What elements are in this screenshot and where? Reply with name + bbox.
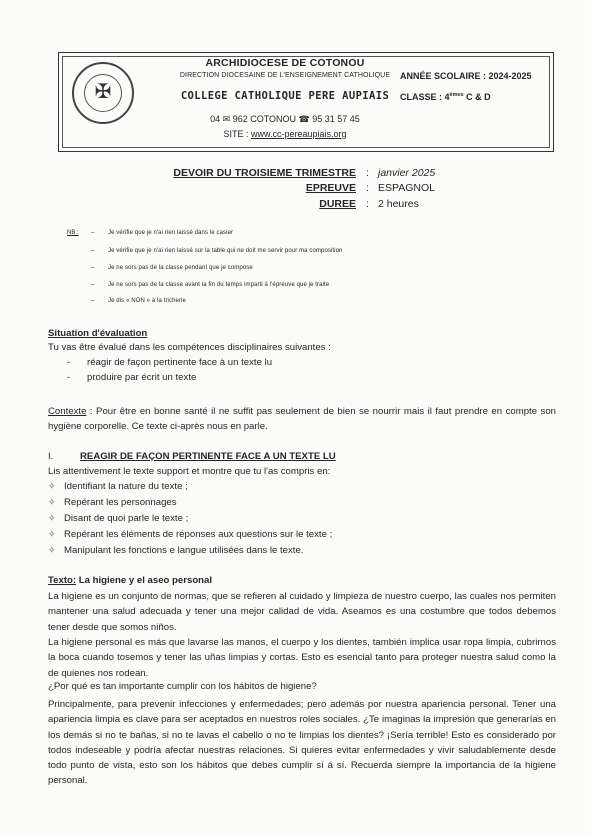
texto-question: ¿Por qué es tan importante cumplir con los hábitos de higiene?: [48, 681, 317, 692]
devoir-colon: :: [366, 167, 369, 179]
texto-paragraph-2: La higiene personal es más que lavarse las manos, el cuerpo y los dientes, también implica usar ropa limpia, cubrirnos la boca cuando tosemos y tener las uñas limpias y cortas. Esto es esencial tanto para proteger nuestra salud como la de quienes nos rodean.: [48, 637, 556, 679]
section-title: REAGIR DE FAÇON PERTINENTE FACE A UN TEXTE LU: [80, 451, 336, 462]
contexte-label: Contexte: [48, 406, 87, 417]
archdiocese-title: ARCHIDIOCESE DE COTONOU: [205, 57, 365, 69]
epreuve-label: EPREUVE: [305, 182, 356, 194]
texto-title: La higiene y el aseo personal: [76, 575, 213, 586]
texto-paragraph-1: La higiene es un conjunto de normas, que se refieren al cuidado y limpieza de nuestro cuerpo, las cuales nos permiten mantener una salud adecuada y tener una mejor calidad de vida. Aseamos es una costumbre que todos debemos tener desde que somos niños.: [48, 591, 556, 633]
situation-item: produire par écrit un texte: [87, 372, 197, 383]
situation-intro: Tu vas être évalué dans les compétences disciplinaires suivantes :: [48, 342, 331, 353]
texto-paragraph-3: Principalmente, para prevenir infecciones y enfermedades; pero además por nuestra apariencia personal. Tener una apariencia limpia es clave para ser aceptados en nuestros roles sociales. ¿Te imaginas la impresión que generarías en los demás si no te bañas, si no te lavas el cabello o no te limpias los dientes? ¡Sería terrible! Esto es considerado por todos indeseable y podría afectar nuestras relaciones. Si quieres evitar enfermedades y vivir saludablemente desde todo punto de vista, esto son los hábitos que debes cumplir sí á sí. Recuerda siempre la importancia de la higiene personal.: [48, 699, 556, 787]
situation-dash: -: [67, 372, 71, 383]
situation-title: Situation d'évaluation: [48, 328, 148, 339]
diamond-bullet-icon: ✧: [48, 529, 56, 539]
contexte-paragraph: [48, 404, 556, 434]
task-item: Repérant les personnages: [64, 497, 177, 508]
duree-label: DUREE: [319, 198, 356, 210]
section-number: I.: [48, 451, 54, 462]
contexte-text: : Pour être en bonne santé il ne suffit pas seulement de bien se nourrir mais il faut prendre en compte son hygiène corporelle. Ce texte ci-après nous en parle.: [48, 406, 556, 432]
nb-label: NB :: [67, 230, 79, 236]
task-item: Manipulant les fonctions e langue utilisées dans le texte.: [64, 545, 304, 556]
nb-item: Je ne sors pas de la classe avant la fin du temps imparti à l'épreuve que je traite: [108, 282, 330, 288]
contact-phone: 04 ✉ 962 COTONOU ☎ 95 31 57 45: [210, 114, 360, 124]
texto-label: Texto:: [48, 575, 77, 586]
duree-colon: :: [366, 198, 369, 210]
school-year: ANNÉE SCOLAIRE : 2024-2025: [400, 71, 532, 81]
devoir-value: janvier 2025: [378, 167, 436, 179]
nb-dash: –: [91, 282, 95, 288]
cross-emblem-icon: ✠: [94, 81, 112, 103]
nb-item: Je vérifie que je n'ai rien laissé sur la table qui ne doit me servir pour ma composition: [108, 248, 343, 254]
diamond-bullet-icon: ✧: [48, 481, 56, 491]
diamond-bullet-icon: ✧: [48, 513, 56, 523]
nb-item: Je ne sors pas de la classe pendant que je compose: [108, 265, 253, 271]
site-label: SITE :: [223, 129, 251, 139]
devoir-label: DEVOIR DU TROISIEME TRIMESTRE: [173, 167, 356, 179]
texto-heading: [48, 575, 212, 587]
site-link[interactable]: www.cc-pereaupiais.org: [250, 129, 347, 139]
class-suffix: C & D: [463, 92, 491, 102]
duree-value: 2 heures: [378, 198, 419, 210]
task-item: Repérant les éléments de réponses aux questions sur le texte ;: [64, 529, 333, 540]
nb-dash: –: [91, 248, 95, 254]
nb-dash: –: [91, 298, 95, 304]
epreuve-value: ESPAGNOL: [378, 182, 435, 194]
nb-item: Je vérifie que je n'ai rien laissé dans le casier: [108, 230, 234, 236]
college-name: COLLEGE CATHOLIQUE PERE AUPIAIS: [180, 90, 390, 102]
class-line: [400, 92, 491, 102]
situation-dash: -: [67, 357, 71, 368]
class-sup: èmes: [449, 92, 464, 98]
section-intro: Lis attentivement le texte support et montre que tu l'as compris en:: [48, 466, 331, 477]
diamond-bullet-icon: ✧: [48, 497, 56, 507]
task-item: Identifiant la nature du texte ;: [64, 481, 188, 492]
nb-dash: –: [91, 230, 95, 236]
direction-title: DIRECTION DIOCESAINE DE L'ENSEIGNEMENT CATHOLIQUE: [179, 72, 391, 79]
diamond-bullet-icon: ✧: [48, 545, 56, 555]
nb-dash: –: [91, 265, 95, 271]
class-prefix: CLASSE : 4: [400, 92, 450, 102]
site-line: [150, 129, 420, 139]
epreuve-colon: :: [366, 182, 369, 194]
nb-item: Je dis « NON » à la tricherie: [108, 298, 186, 304]
situation-item: réagir de façon pertinente face à un texte lu: [87, 357, 273, 368]
task-item: Disant de quoi parle le texte ;: [64, 513, 189, 524]
